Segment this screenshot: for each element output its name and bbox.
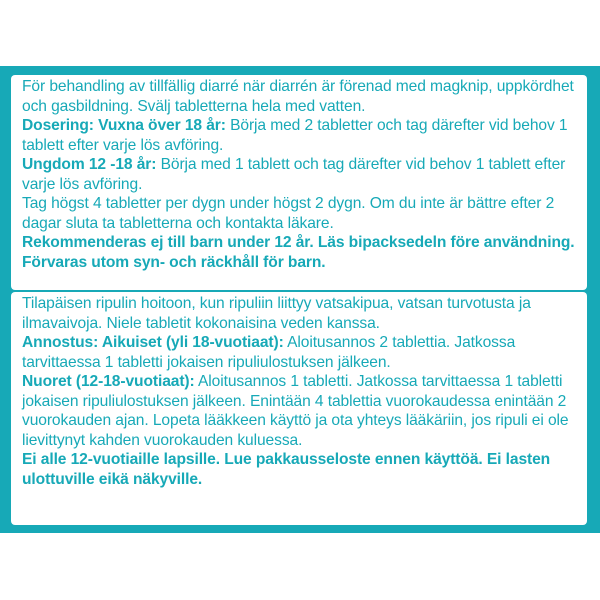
swedish-adult-dosage	[22, 116, 587, 155]
swedish-adult-dosage-label: Dosering: Vuxna över 18 år:	[22, 117, 226, 134]
finnish-intro: Tilapäisen ripulin hoitoon, kun ripuliin liittyy vatsakipua, vatsan turvotusta ja ilmavaivoja. Niele tabletit kokonaisina veden kanssa.	[22, 295, 531, 332]
swedish-adult-dosage-text: Börja med 2 tabletter och tag därefter vid behov 1 tablett efter varje lös avföring.	[22, 117, 568, 154]
swedish-intro: För behandling av tillfällig diarré när diarrén är förenad med magknip, uppkördhet och gasbildning. Svälj tabletterna hela med vatten.	[22, 78, 574, 115]
swedish-youth-dosage-label: Ungdom 12 -18 år:	[22, 156, 157, 173]
finnish-warning: Ei alle 12-vuotiaille lapsille. Lue pakkausseloste ennen käyttöä. Ei lasten ulottuville eikä näkyville.	[22, 451, 551, 488]
finnish-adult-dosage-text: Aloitusannos 2 tablettia. Jatkossa tarvittaessa 1 tabletti jokaisen ripuliulostuksen jälkeen.	[22, 334, 516, 371]
finnish-adult-dosage-label: Annostus: Aikuiset (yli 18-vuotiaat):	[22, 334, 284, 351]
swedish-youth-dosage	[22, 155, 587, 194]
swedish-max-dose: Tag högst 4 tabletter per dygn under högst 2 dygn. Om du inte är bättre efter 2 dagar sluta ta tabletterna och kontakta läkare.	[22, 195, 555, 232]
swedish-instructions-panel	[11, 75, 587, 290]
swedish-warning: Rekommenderas ej till barn under 12 år. Läs bipacksedeln före användning. Förvaras utom syn- och räckhåll för barn.	[22, 234, 575, 271]
finnish-youth-dosage	[22, 372, 587, 450]
finnish-instructions-panel	[11, 292, 587, 525]
finnish-youth-dosage-text: Aloitusannos 1 tabletti. Jatkossa tarvittaessa 1 tabletti jokaisen ripuliulostuksen jälkeen. Enintään 4 tablettia vuorokaudessa enintään 2 vuorokauden ajan. Lopeta lääkkeen käyttö ja ota yhteys lääkäriin, jos ripuli ei ole lievittynyt kahden vuorokauden kuluessa.	[22, 373, 569, 449]
finnish-adult-dosage	[22, 333, 587, 372]
swedish-youth-dosage-text: Börja med 1 tablett och tag därefter vid behov 1 tablett efter varje lös avföring.	[22, 156, 566, 193]
finnish-youth-dosage-label: Nuoret (12-18-vuotiaat):	[22, 373, 195, 390]
